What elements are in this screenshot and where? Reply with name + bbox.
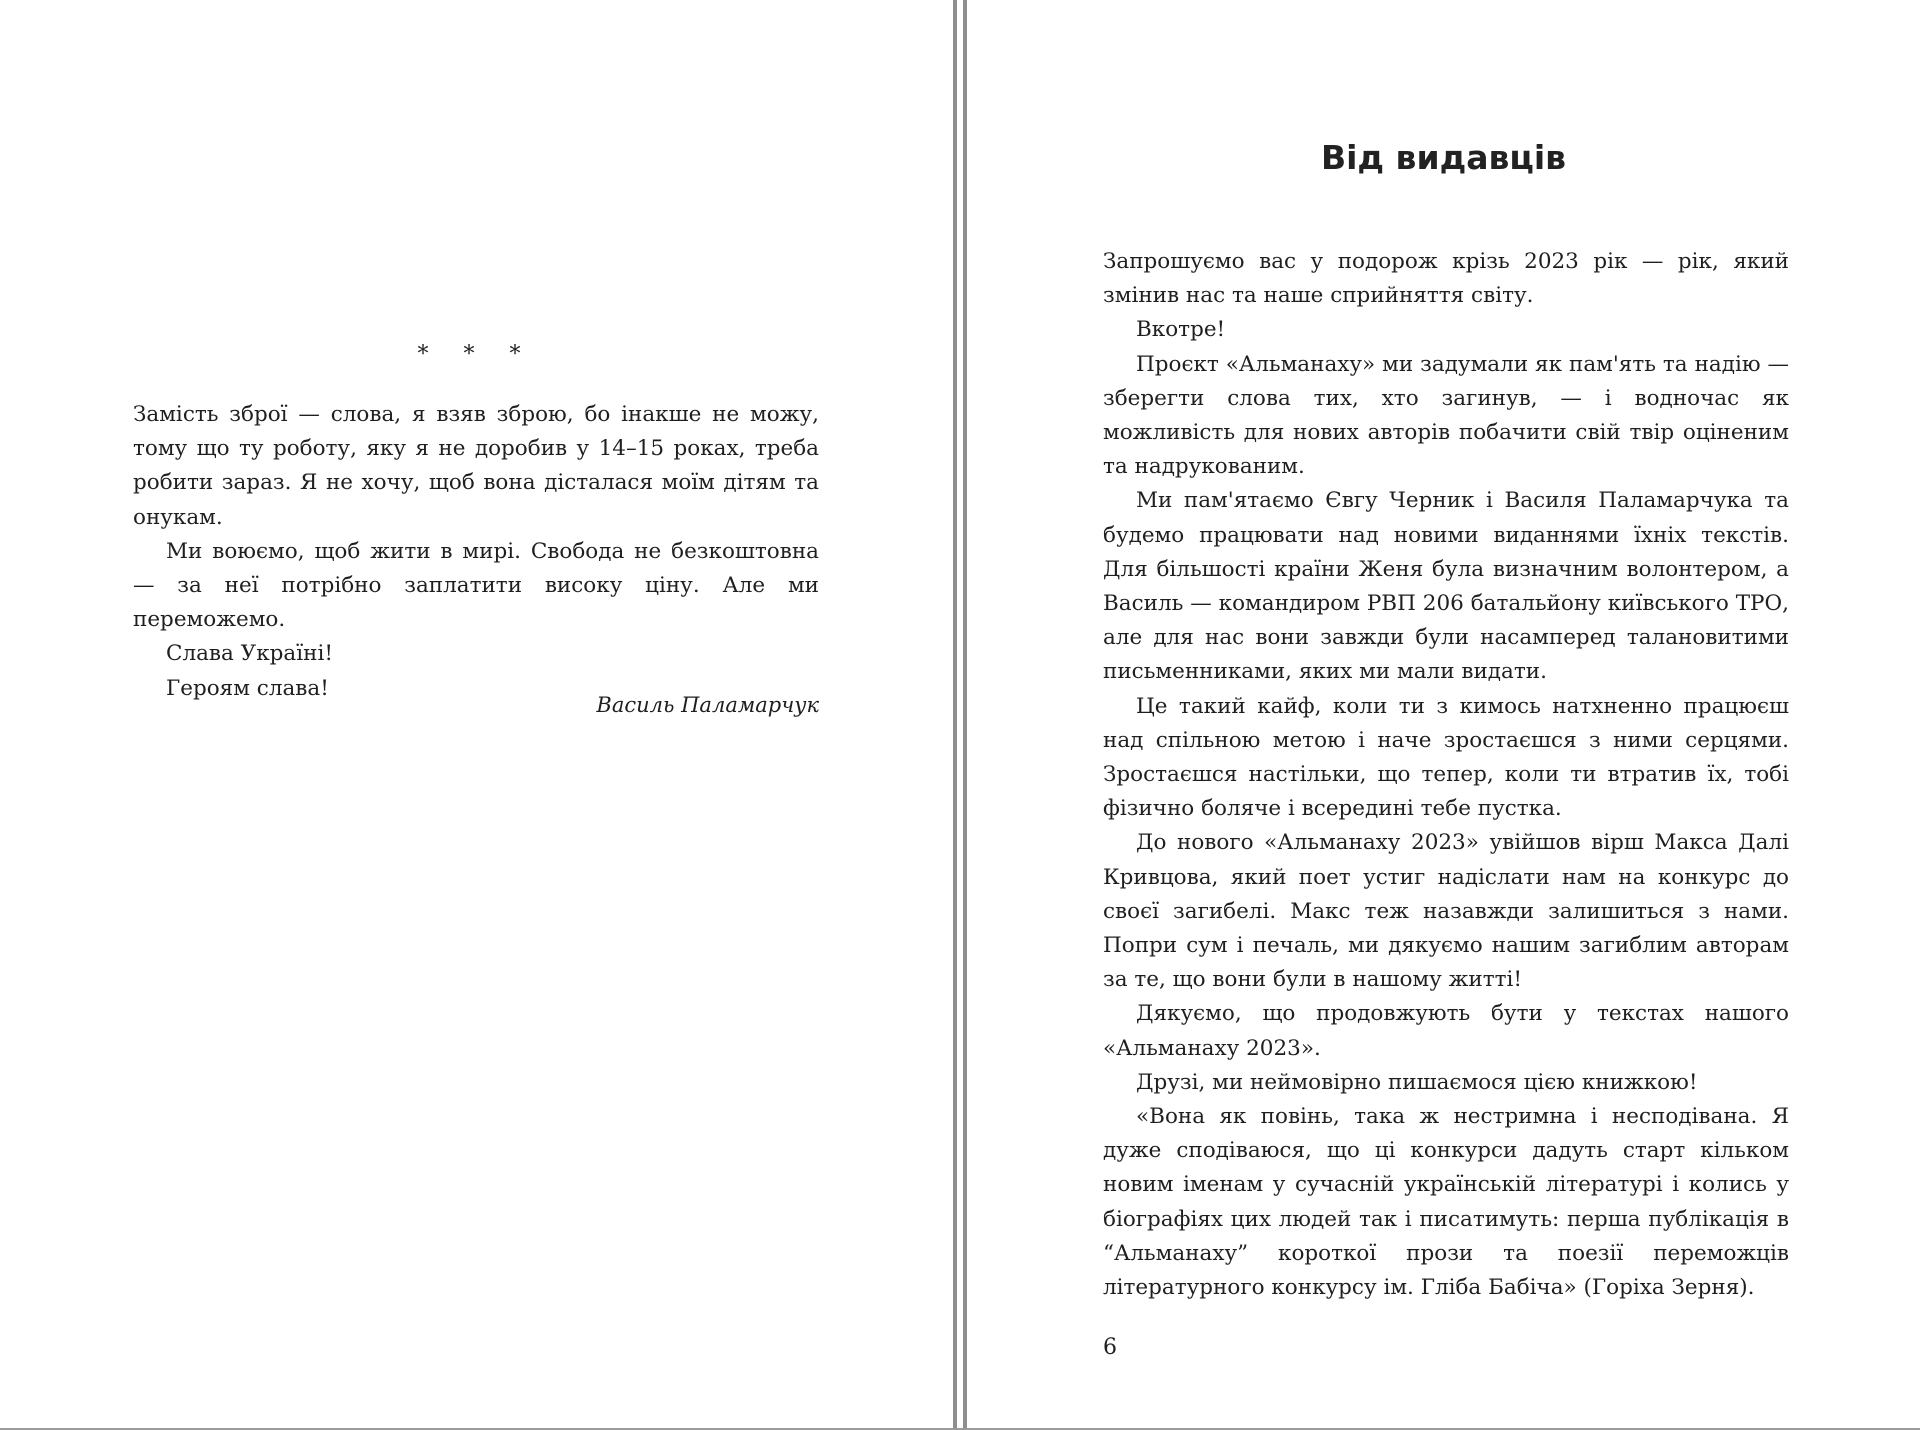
author-signature: Василь Паламарчук <box>596 693 819 717</box>
right-page <box>967 0 1920 1428</box>
paragraph: «Вона як повінь, така ж нестримна і несподівана. Я дуже сподіваюся, що ці конкурси дадуть старт кільком новим іменам у сучасній українській літературі і колись у біографіях цих людей так і писатимуть: перша публікація в “Альманаху” короткої прози та поезії переможців літературного конкурсу ім. Гліба Бабіча» (Горіха Зерня). <box>1103 1104 1789 1301</box>
section-separator: * * * <box>417 342 535 367</box>
paragraph: Слава Україні! <box>166 641 333 667</box>
paragraph: Ми воюємо, щоб жити в мирі. Свобода не безкоштовна — за неї потрібно заплатити високу ціну. Але ми переможемо. <box>133 538 819 633</box>
paragraph: Вкотре! <box>1136 317 1226 343</box>
right-page-text <box>1103 245 1789 1305</box>
paragraph: Ми пам'ятаємо Євгу Черник і Василя Паламарчука та будемо працювати над новими виданнями їхніх текстів. Для більшості країни Женя була визначним волонтером, а Василь — командиром РВП 206 батальйону київського ТРО, але для нас вони завжди були насамперед талановитими письменниками, яких ми мали видати. <box>1103 488 1789 685</box>
paragraph: Замість зброї — слова, я взяв зброю, бо інакше не можу, тому що ту роботу, яку я не доробив у 14–15 роках, треба робити зараз. Я не хочу, щоб вона дісталася моїм дітям та онукам. <box>133 402 819 530</box>
left-page <box>0 0 953 1428</box>
book-gutter <box>953 0 967 1430</box>
paragraph: Друзі, ми неймовірно пишаємося цією книжкою! <box>1136 1069 1698 1095</box>
paragraph: Дякуємо, що продовжують бути у текстах нашого «Альманаху 2023». <box>1103 1001 1789 1061</box>
left-page-text <box>133 398 819 706</box>
paragraph: Це такий кайф, коли ти з кимось натхненно працюєш над спільною метою і наче зростаєшся з ними серцями. Зростаєшся настільки, що тепер, коли ти втратив їх, тобі фізично боляче і всередині тебе пустка. <box>1103 693 1789 822</box>
paragraph: Проєкт «Альманаху» ми задумали як пам'ять та надію — зберегти слова тих, хто загинув, — і водночас як можливість для нових авторів побачити свій твір оціненим та надрукованим. <box>1103 351 1789 480</box>
page-number: 6 <box>1103 1335 1117 1360</box>
paragraph: До нового «Альманаху 2023» увійшов вірш Макса Далі Кривцова, який поет устиг надіслати нам на конкурс до своєї загибелі. Макс теж назавжди залишиться з нами. Попри сум і печаль, ми дякуємо нашим загиблим авторам за те, що вони були в нашому житті! <box>1103 830 1789 993</box>
page-title: Від видавців <box>1320 138 1567 178</box>
paragraph: Запрошуємо вас у подорож крізь 2023 рік — рік, який змінив нас та наше сприйняття світу. <box>1103 249 1789 309</box>
paragraph: Героям слава! <box>166 675 329 701</box>
